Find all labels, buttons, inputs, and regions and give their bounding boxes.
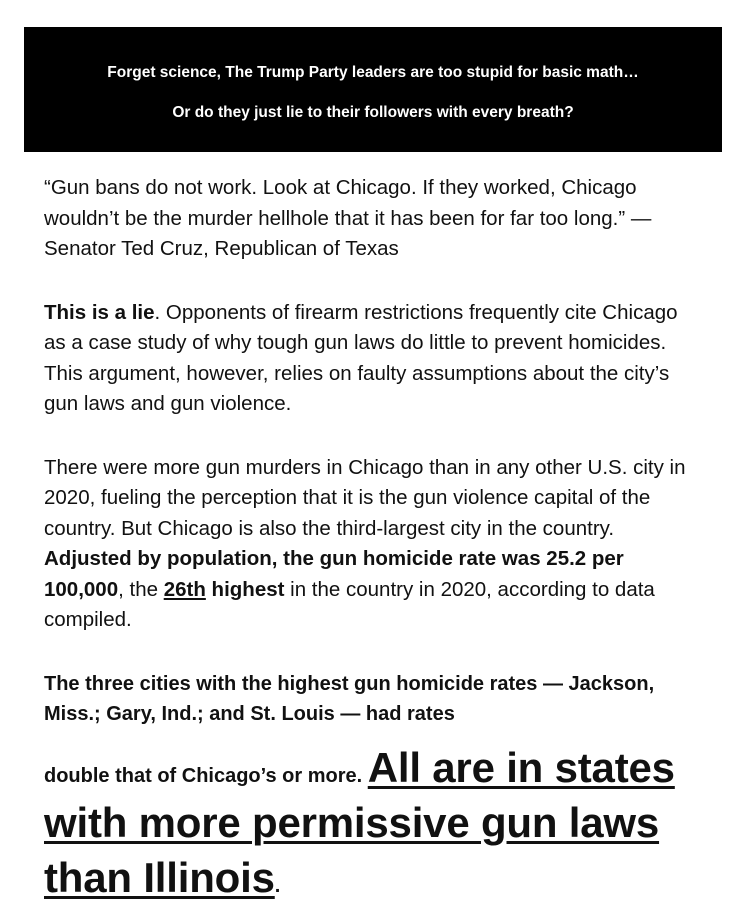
lie-lead: This is a lie bbox=[44, 300, 155, 324]
lie-rest: . Opponents of firearm restrictions frequently cite Chicago as a case study of why tough gun laws do little to prevent homicides. This argument, however, relies on faulty assumptions about the city’s gun laws and gun violence. bbox=[44, 300, 678, 415]
data-part1: There were more gun murders in Chicago than in any other U.S. city in 2020, fueling the perception that it is the gun violence capital of the country. But Chicago is also the third-largest city in the country. bbox=[44, 455, 686, 540]
quote-paragraph: “Gun bans do not work. Look at Chicago. If they worked, Chicago wouldn’t be the murder hellhole that it has been for far too long.” — Senator Ted Cruz, Republican of Texas bbox=[44, 176, 652, 260]
data-part2: , the bbox=[118, 577, 164, 601]
data-paragraph bbox=[44, 453, 704, 636]
banner-headline: Forget science, The Trump Party leaders are too stupid for basic math… bbox=[107, 64, 639, 81]
header-banner bbox=[24, 27, 722, 152]
homicide-rate-highlight: Adjusted by population, the gun homicide rate was 25.2 per 100,000 bbox=[44, 547, 624, 601]
final-period: . bbox=[274, 874, 281, 897]
final-emphasis: All are in states with more permissive gun laws than Illinois bbox=[44, 743, 675, 901]
data-part3: in the country in 2020, according to data compiled. bbox=[44, 577, 655, 631]
lie-paragraph bbox=[44, 298, 704, 420]
final-text2: double that of Chicago’s or more. bbox=[44, 764, 368, 787]
rank-highlight: 26th bbox=[163, 577, 206, 601]
article-body bbox=[44, 173, 704, 905]
banner-subheadline: Or do they just lie to their followers with every breath? bbox=[172, 104, 574, 121]
rank-suffix: highest bbox=[205, 577, 285, 601]
final-paragraph bbox=[44, 669, 704, 905]
final-text1: The three cities with the highest gun homicide rates — Jackson, Miss.; Gary, Ind.; and St. Louis — had rates bbox=[44, 672, 655, 725]
